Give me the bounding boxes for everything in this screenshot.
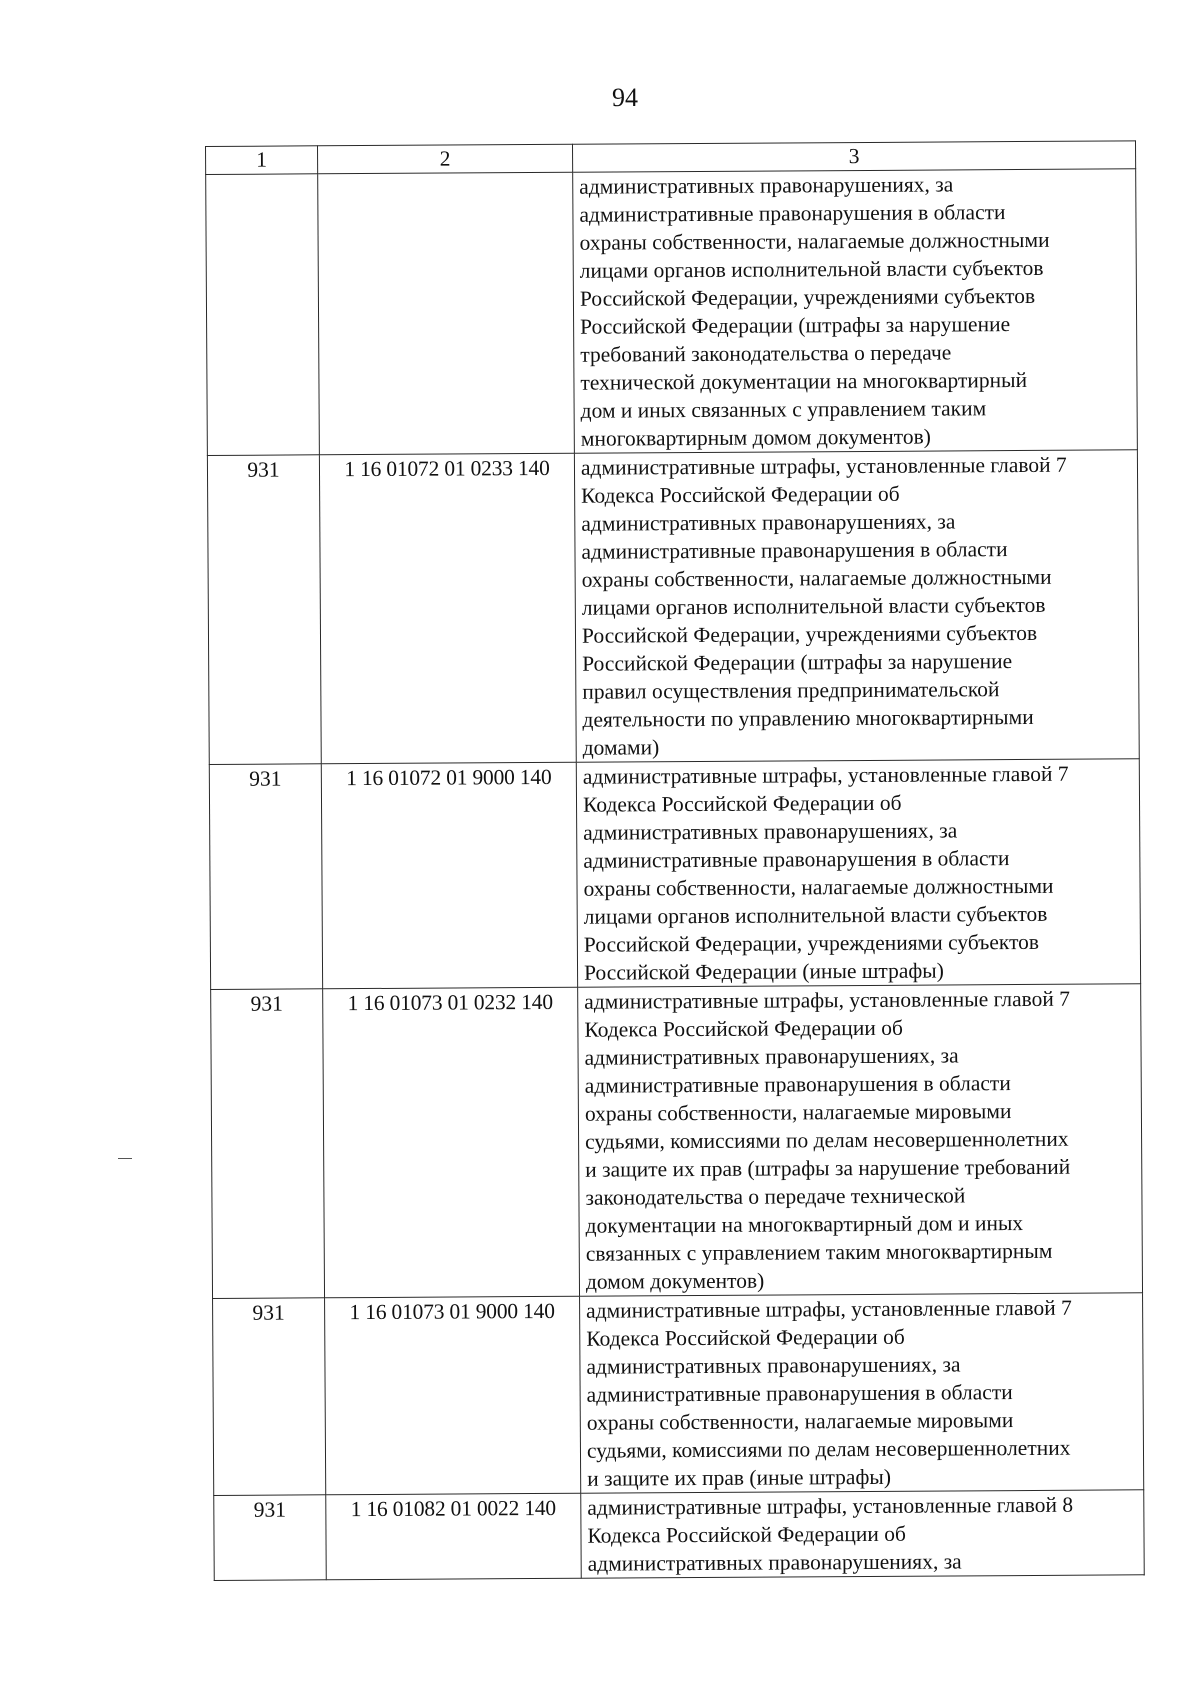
description-line: административные штрафы, установленные главой 7 [584, 986, 1071, 1014]
kbk-code-cell [318, 172, 575, 455]
description-line: требований законодательства о передаче [580, 340, 952, 367]
admin-code-cell: 931 [211, 989, 325, 1299]
table-row [211, 984, 1143, 1299]
description-line: административных правонарушениях, за [581, 509, 956, 536]
description-line: многоквартирным домом документов) [580, 424, 932, 451]
description-line: Кодекса Российской Федерации об [586, 1324, 905, 1351]
description-line: административные штрафы, установленные главой 7 [580, 452, 1067, 480]
table-row [209, 759, 1140, 990]
description-line: административные правонарушения в области [584, 1071, 1011, 1098]
description-line: административные правонарушения в области [583, 846, 1010, 873]
admin-code-cell: 931 [209, 764, 322, 990]
description-line: охраны собственности, налагаемые должностными [581, 564, 1052, 592]
description-line: лицами органов исполнительной власти субъектов [583, 901, 1048, 929]
description-line: административных правонарушениях, за [584, 1043, 959, 1070]
description-line: Российской Федерации, учреждениями субъектов [579, 283, 1036, 311]
description-line: судьями, комиссиями по делам несовершеннолетних [585, 1126, 1069, 1154]
description-line: Российской Федерации (штрафы за нарушение [582, 649, 1013, 676]
description-line: административные правонарушения в области [579, 200, 1006, 227]
description-line: Российской Федерации (иные штрафы) [583, 958, 944, 985]
description-line: Российской Федерации, учреждениями субъектов [583, 929, 1040, 957]
description-line: административных правонарушениях, за [583, 818, 958, 845]
table-row [206, 169, 1138, 456]
admin-code-cell [206, 174, 320, 456]
description-line: Кодекса Российской Федерации об [587, 1521, 907, 1548]
description-line: административные штрафы, установленные главой 8 [587, 1492, 1074, 1520]
table-row [214, 1490, 1145, 1581]
description-line: Российской Федерации, учреждениями субъектов [581, 620, 1038, 648]
description-line: охраны собственности, налагаемые мировыми [584, 1099, 1012, 1126]
description-line: деятельности по управлению многоквартирными [582, 704, 1034, 732]
description-line: домом документов) [585, 1268, 765, 1294]
description-line: домами) [582, 735, 660, 760]
description-cell [576, 759, 1140, 987]
description-line: законодательства о передаче технической [585, 1183, 966, 1210]
margin-mark [118, 1158, 132, 1159]
description-line: судьями, комиссиями по делам несовершеннолетних [586, 1435, 1071, 1463]
admin-code-cell: 931 [213, 1298, 326, 1496]
kbk-code-cell: 1 16 01082 01 0022 140 [326, 1493, 582, 1580]
admin-code-cell: 931 [207, 455, 321, 765]
description-line: административных правонарушениях, за [586, 1352, 961, 1379]
description-line: административные штрафы, установленные главой 7 [586, 1295, 1072, 1323]
description-line: лицами органов исполнительной власти субъектов [579, 255, 1044, 283]
description-line: Российской Федерации (штрафы за нарушение [580, 312, 1011, 339]
description-cell [581, 1490, 1145, 1578]
description-line: Кодекса Российской Федерации об [581, 481, 900, 508]
description-line: административных правонарушениях, за [579, 172, 954, 199]
description-line: охраны собственности, налагаемые должностными [583, 873, 1054, 901]
header-col-2: 2 [318, 144, 573, 174]
description-line: и защите их прав (штрафы за нарушение требований [585, 1154, 1071, 1182]
description-line: охраны собственности, налагаемые должностными [579, 227, 1050, 255]
header-col-1: 1 [206, 146, 318, 175]
budget-codes-table [205, 140, 1145, 1581]
admin-code-cell: 931 [214, 1495, 327, 1581]
table-row [213, 1293, 1144, 1496]
description-line: дом и иных связанных с управлением таким [580, 396, 987, 423]
description-line: административных правонарушениях, за [587, 1549, 962, 1576]
table-container [205, 140, 1144, 1581]
description-cell [578, 984, 1143, 1296]
kbk-code-cell: 1 16 01073 01 0232 140 [323, 987, 580, 1298]
description-line: документации на многоквартирный дом и иных [585, 1211, 1024, 1238]
description-line: административные правонарушения в области [586, 1380, 1013, 1407]
description-line: охраны собственности, налагаемые мировыми [586, 1408, 1014, 1435]
description-line: административные правонарушения в области [581, 537, 1008, 564]
description-line: Кодекса Российской Федерации об [582, 790, 902, 817]
kbk-code-cell: 1 16 01072 01 0233 140 [319, 453, 576, 764]
description-line: административные штрафы, установленные главой 7 [582, 761, 1069, 789]
page-number: 94 [612, 83, 638, 112]
description-cell [573, 169, 1138, 453]
table-row [207, 450, 1139, 765]
kbk-code-cell: 1 16 01072 01 9000 140 [321, 762, 577, 989]
description-line: и защите их прав (иные штрафы) [587, 1464, 892, 1491]
header-col-3: 3 [572, 141, 1135, 172]
description-line: связанных с управлением таким многоквартирным [585, 1238, 1053, 1266]
kbk-code-cell: 1 16 01073 01 9000 140 [325, 1296, 581, 1495]
description-line: лицами органов исполнительной власти субъектов [581, 592, 1046, 620]
description-line: правил осуществления предпринимательской [582, 677, 1000, 704]
description-cell [580, 1293, 1144, 1493]
description-cell [574, 450, 1139, 762]
description-line: Кодекса Российской Федерации об [584, 1015, 903, 1042]
description-line: технической документации на многоквартирный [580, 367, 1028, 395]
